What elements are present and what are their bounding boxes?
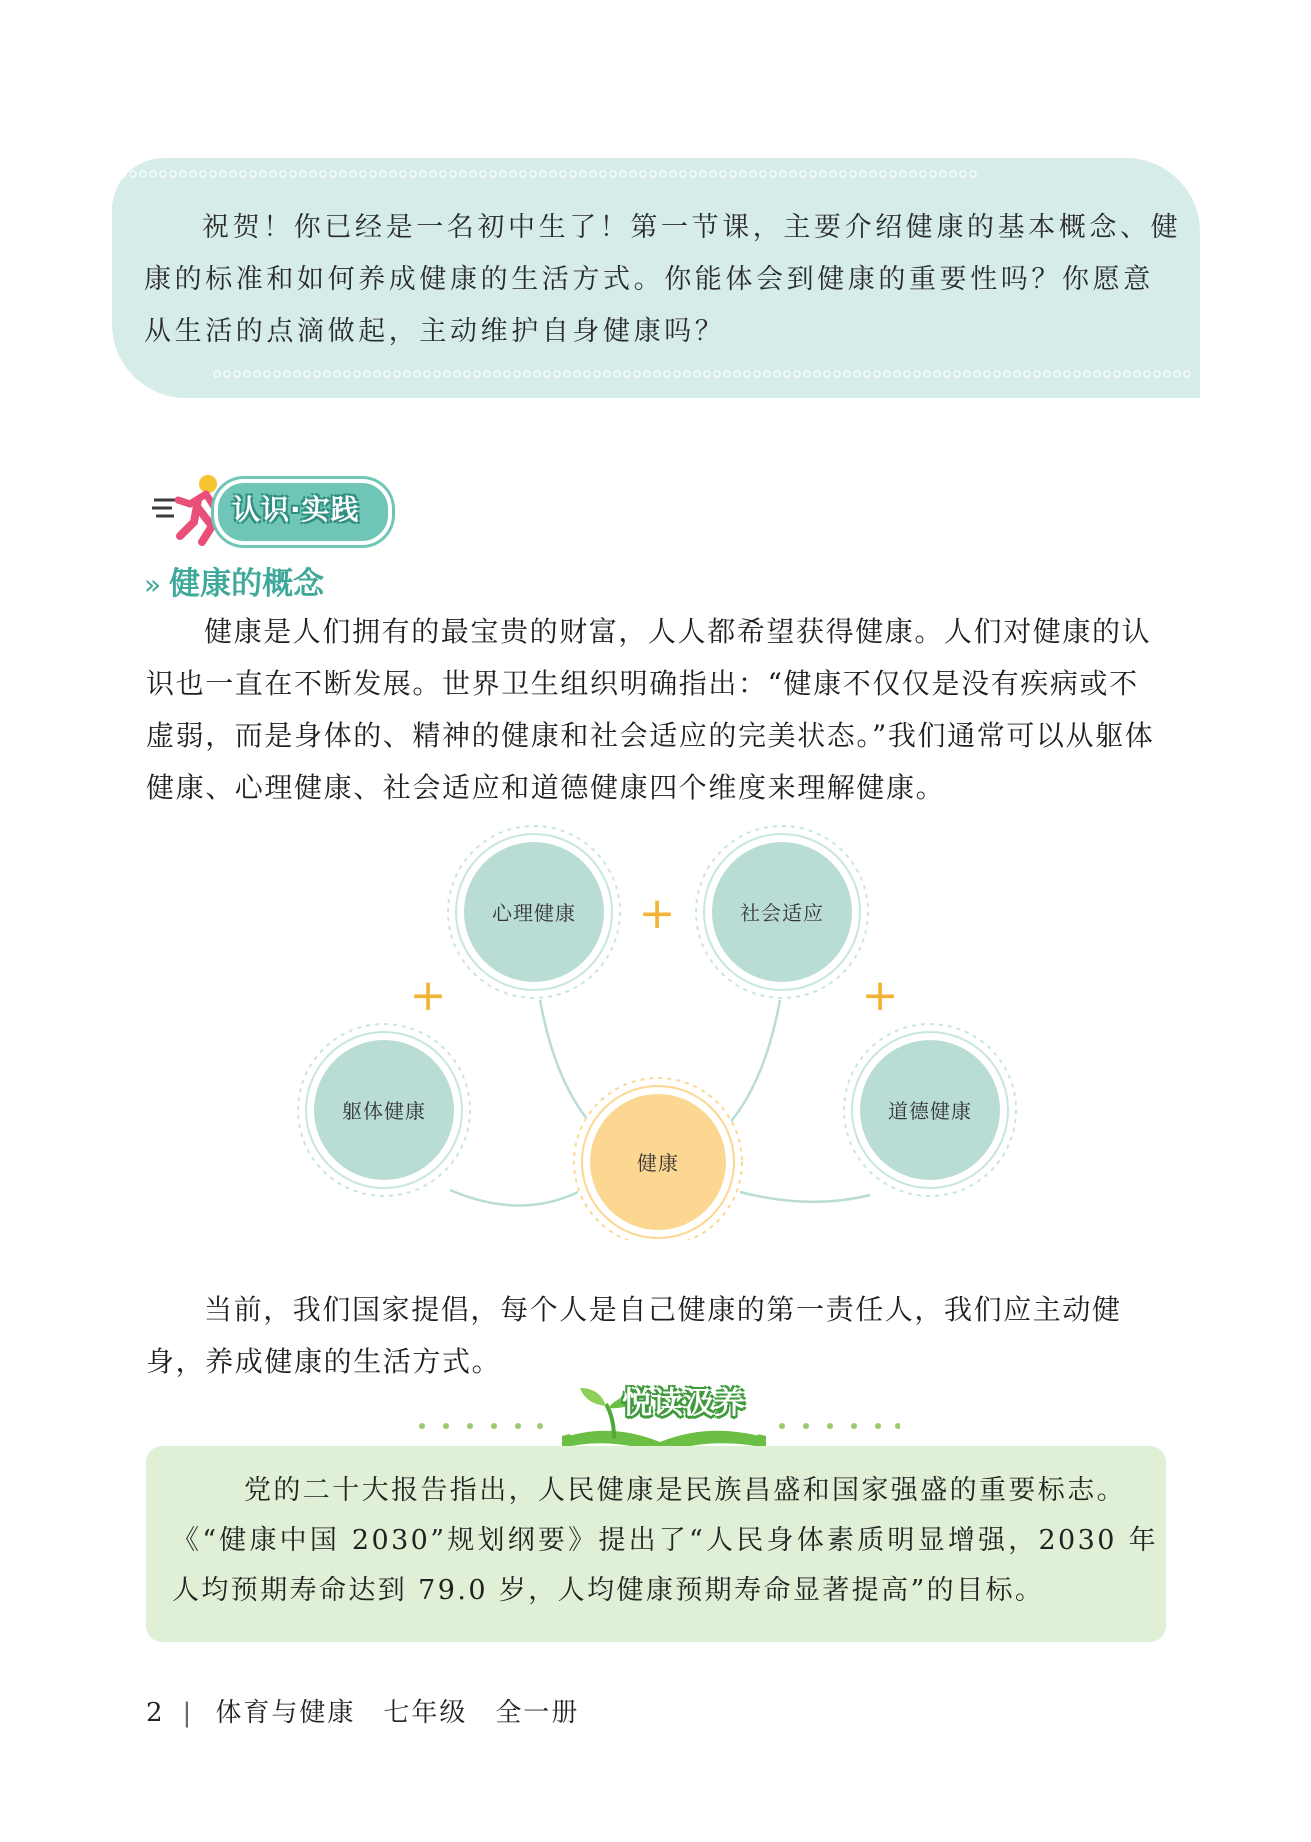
page-footer [146,1692,579,1729]
reading-text [172,1466,1158,1616]
book-title: 体育与健康 七年级 全一册 [215,1698,580,1728]
heading-marker: » [144,568,162,601]
plus-sign-left: + [409,970,447,1021]
heading-text: 健康的概念 [169,566,325,602]
reading-title: 悦读汲养 [622,1386,746,1421]
health-diagram [290,820,1030,1240]
plus-sign-right: + [861,970,899,1021]
node-label-physical: 躯体健康 [342,1099,426,1123]
node-label-psychological: 心理健康 [492,901,576,925]
reading-line-2: 《“健康中国 2030”规划纲要》提出了“人民身体素质明显增强，2030 年人均预期寿命达到 79.0 岁，人均健康预期寿命显著提高”的目标。 [172,1525,1158,1606]
section-heading [144,558,324,603]
intro-panel [112,158,1200,398]
node-social [696,826,868,998]
section-badge [150,470,390,550]
dotted-border-top [118,168,978,180]
node-label-center: 健康 [637,1151,679,1175]
node-physical [298,1024,470,1196]
footer-separator: | [182,1698,194,1728]
node-center [574,1078,742,1240]
node-label-moral: 道德健康 [888,1099,972,1123]
connector-moral [740,1192,870,1202]
page-number: 2 [146,1698,165,1728]
connector-body [450,1190,578,1206]
dotted-border-bottom [212,368,1192,380]
paragraph-1: 健康是人们拥有的最宝贵的财富，人人都希望获得健康。人们对健康的认识也一直在不断发展。世界卫生组织明确指出：“健康不仅仅是没有疾病或不虚弱，而是身体的、精神的健康和社会适应的完美状态。”我们通常可以从躯体健康、心理健康、社会适应和道德健康四个维度来理解健康。 [146,615,1155,804]
node-psychological [448,826,620,998]
reading-line-1: 党的二十大报告指出，人民健康是民族昌盛和国家强盛的重要标志。 [244,1475,1126,1506]
paragraph-2: 当前，我们国家提倡，每个人是自己健康的第一责任人，我们应主动健身，养成健康的生活方式。 [146,1293,1122,1378]
reading-box [146,1446,1166,1642]
intro-text: 祝贺！你已经是一名初中生了！第一节课，主要介绍健康的基本概念、健康的标准和如何养成健康的生活方式。你能体会到健康的重要性吗？你愿意从生活的点滴做起，主动维护自身健康吗？ [144,212,1182,347]
plus-sign-top: + [638,888,676,939]
node-moral [844,1024,1016,1196]
badge-label: 认识·实践 [232,493,360,526]
node-label-social: 社会适应 [740,901,824,925]
